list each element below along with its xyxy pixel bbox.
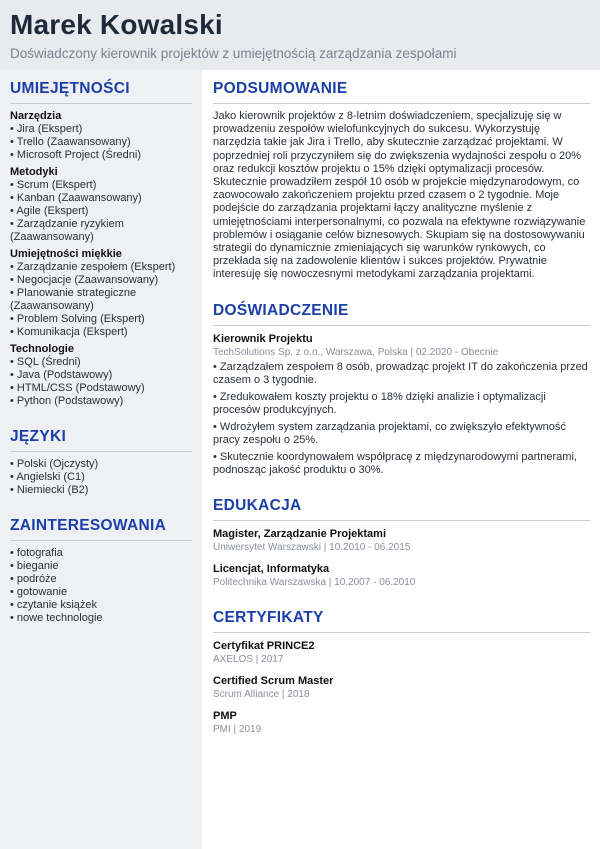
interests-list — [10, 547, 192, 625]
certificate-entry — [213, 709, 590, 736]
experience-entry — [213, 332, 590, 477]
job-bullet: • Zarządzałem zespołem 8 osób, prowadząc projekt IT do zakończenia przed czasem o 3 tygodnie. — [213, 361, 590, 387]
skill-item: • SQL (Średni) — [10, 356, 192, 369]
languages-title: JĘZYKI — [10, 428, 192, 452]
degree-meta: Uniwersytet Warszawski | 10.2010 - 06.2015 — [213, 541, 411, 553]
interests-section — [10, 517, 192, 625]
certificates-title: CERTYFIKATY — [213, 609, 590, 633]
education-entry — [213, 527, 590, 554]
interest-item: • nowe technologie — [10, 612, 192, 625]
resume-body — [0, 70, 600, 849]
job-meta: TechSolutions Sp. z o.o., Warszawa, Polska | 02.2020 - Obecnie — [213, 346, 499, 358]
skill-item: • Python (Podstawowy) — [10, 395, 192, 408]
job-bullet: • Zredukowałem koszty projektu o 18% dzięki analizie i optymalizacji procesów produkcyjnych. — [213, 391, 590, 417]
skill-item: • Zarządzanie zespołem (Ekspert) — [10, 261, 192, 274]
interest-item: • bieganie — [10, 560, 192, 573]
skills-group-title: Metodyki — [10, 166, 58, 178]
candidate-headline: Doświadczony kierownik projektów z umiejętnością zarządzania zespołami — [10, 46, 457, 61]
education-entry — [213, 562, 590, 589]
certificate-entry — [213, 674, 590, 701]
skills-list — [10, 356, 192, 408]
sidebar — [0, 70, 202, 849]
interest-item: • podróże — [10, 573, 192, 586]
summary-section — [213, 80, 590, 282]
skill-item: • Java (Podstawowy) — [10, 369, 192, 382]
skills-list — [10, 179, 192, 244]
job-title: Kierownik Projektu — [213, 332, 313, 345]
job-bullets — [213, 361, 590, 477]
skills-group-title: Technologie — [10, 343, 74, 355]
language-item: • Polski (Ojczysty) — [10, 458, 192, 471]
skill-item: • Kanban (Zaawansowany) — [10, 192, 192, 205]
certificate-entry — [213, 639, 590, 666]
language-item: • Niemiecki (B2) — [10, 484, 192, 497]
skill-item: • Agile (Ekspert) — [10, 205, 192, 218]
skills-title: UMIEJĘTNOŚCI — [10, 80, 192, 104]
skill-item: • Jira (Ekspert) — [10, 123, 192, 136]
summary-text: Jako kierownik projektów z 8-letnim doświadczeniem, specjalizuję się w prowadzeniu zespołów wielofunkcyjnych do sukcesu. Wykorzystuję narzędzia takie jak Jira i Trello, aby skutecznie zarządzać projektami. W poprzedniej roli przyczyniłem się do zwiększenia wydajności zespołu o 20% oraz redukcji kosztów projektu o 15% dzięki optymalizacji procesów. Skutecznie prowadziłem zespół 10 osób w projekcie międzynarodowym, co zaowocowało zakończeniem projektu przed czasem o 2 tygodnie. Moje podejście do zarządzania projektami łączy analityczne myślenie z umiejętnościami interpersonalnymi, co pozwala na efektywne rozwiązywanie problemów i osiąganie celów biznesowych. Skupiam się na dostosowywaniu strategii do dynamicznie zmieniających się warunków rynkowych, co przekłada się na zadowolenie klientów i sukces projektów. Prywatnie interesuję się nowoczesnymi metodykami zarządzania projektami. — [213, 110, 586, 281]
degree-title: Licencjat, Informatyka — [213, 562, 330, 575]
skills-group-title: Umiejętności miękkie — [10, 248, 122, 260]
skills-section — [10, 80, 192, 408]
languages-section — [10, 428, 192, 497]
skills-group-title: Narzędzia — [10, 110, 62, 122]
language-item: • Angielski (C1) — [10, 471, 192, 484]
skill-item: • Komunikacja (Ekspert) — [10, 326, 192, 339]
interest-item: • fotografia — [10, 547, 192, 560]
certificate-meta: AXELOS | 2017 — [213, 653, 284, 665]
skill-item: • Trello (Zaawansowany) — [10, 136, 192, 149]
main-content — [202, 70, 600, 849]
experience-section — [213, 302, 590, 477]
interest-item: • gotowanie — [10, 586, 192, 599]
interest-item: • czytanie książek — [10, 599, 192, 612]
skill-item: • Zarządzanie ryzykiem (Zaawansowany) — [10, 218, 192, 244]
skill-item: • Microsoft Project (Średni) — [10, 149, 192, 162]
experience-title: DOŚWIADCZENIE — [213, 302, 590, 326]
skill-item: • Problem Solving (Ekspert) — [10, 313, 192, 326]
interests-title: ZAINTERESOWANIA — [10, 517, 192, 541]
languages-list — [10, 458, 192, 497]
job-bullet: • Skutecznie koordynowałem współpracę z międzynarodowymi partnerami, podnosząc jakość produktu o 30%. — [213, 451, 590, 477]
skill-item: • Planowanie strategiczne (Zaawansowany) — [10, 287, 192, 313]
degree-meta: Politechnika Warszawska | 10.2007 - 06.2010 — [213, 576, 416, 588]
certificate-meta: PMI | 2019 — [213, 723, 262, 735]
certificate-name: Certified Scrum Master — [213, 674, 334, 687]
certificates-section — [213, 609, 590, 736]
skill-item: • Scrum (Ekspert) — [10, 179, 192, 192]
skill-item: • HTML/CSS (Podstawowy) — [10, 382, 192, 395]
certificate-name: PMP — [213, 709, 237, 722]
job-bullet: • Wdrożyłem system zarządzania projektami, co zwiększyło efektywność pracy zespołu o 25%. — [213, 421, 590, 447]
summary-title: PODSUMOWANIE — [213, 80, 590, 104]
degree-title: Magister, Zarządzanie Projektami — [213, 527, 387, 540]
skills-list — [10, 123, 192, 162]
certificate-name: Certyfikat PRINCE2 — [213, 639, 315, 652]
candidate-name: Marek Kowalski — [10, 9, 223, 40]
resume-header — [0, 0, 600, 70]
education-section — [213, 497, 590, 589]
skills-list — [10, 261, 192, 339]
certificate-meta: Scrum Alliance | 2018 — [213, 688, 310, 700]
skill-item: • Negocjacje (Zaawansowany) — [10, 274, 192, 287]
education-title: EDUKACJA — [213, 497, 590, 521]
